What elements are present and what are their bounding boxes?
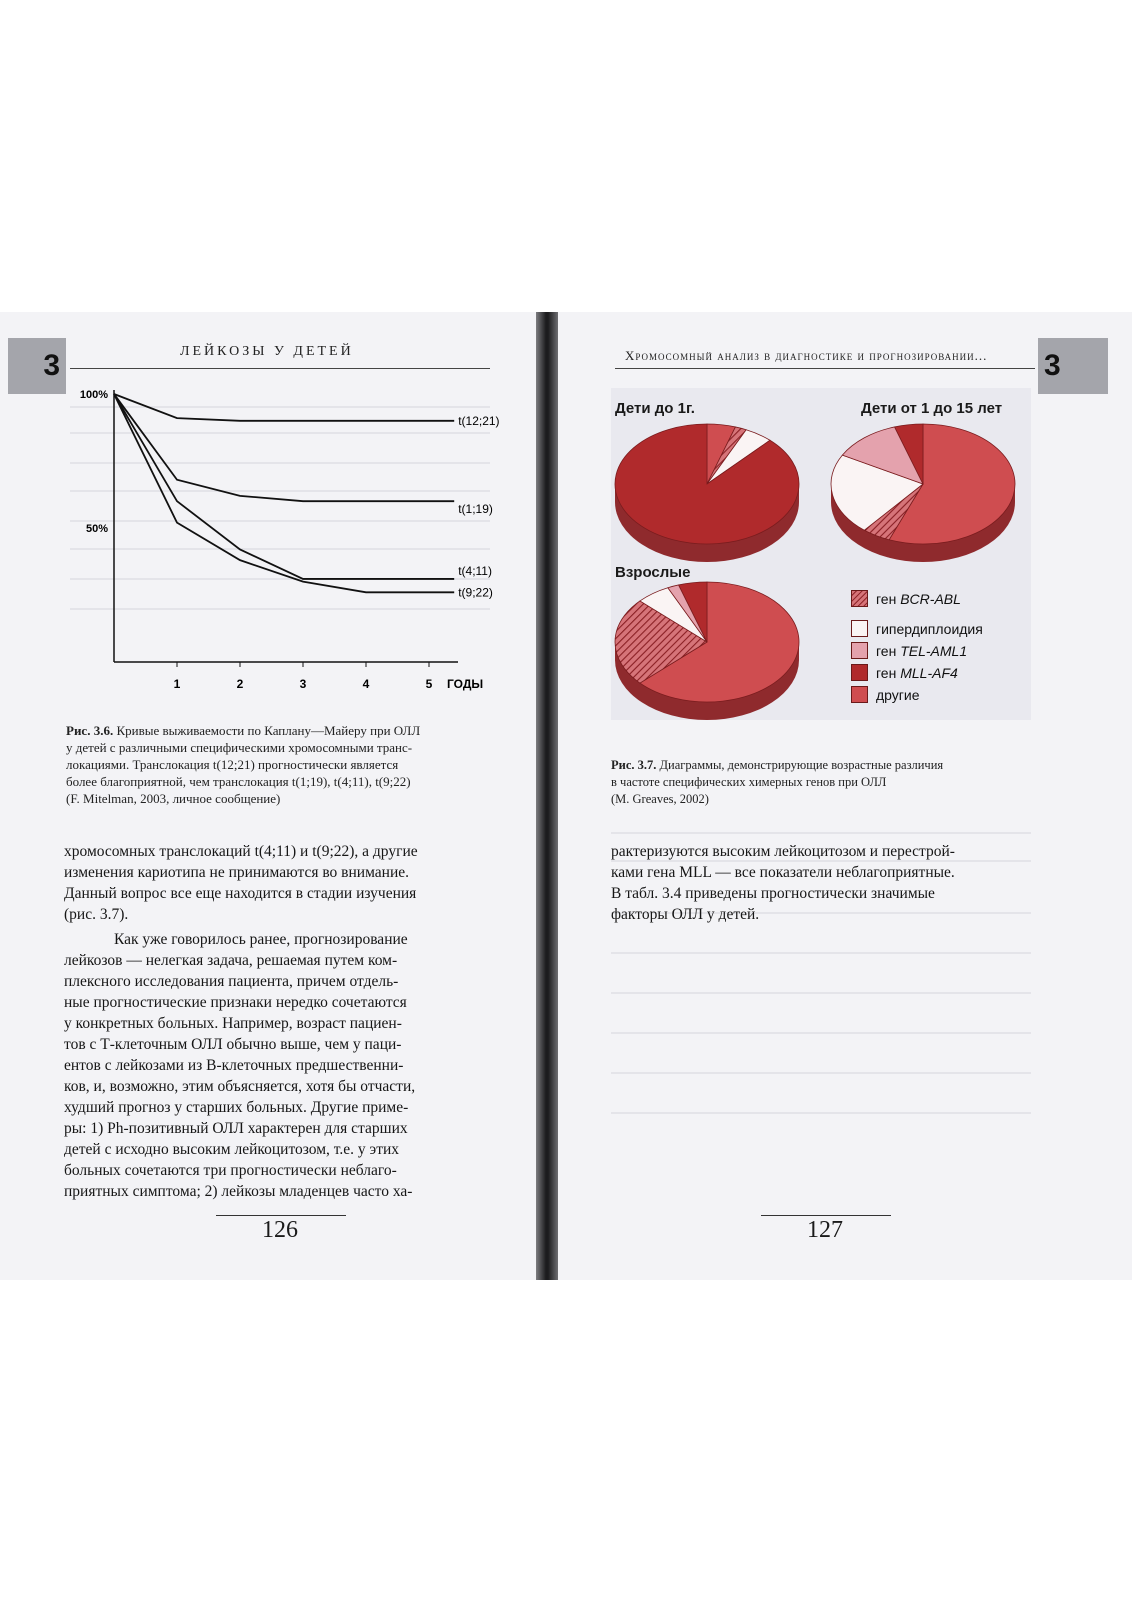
- legend-label: гипердиплоидия: [876, 620, 983, 637]
- book-spine: [536, 312, 558, 1280]
- text-line: факторы ОЛЛ у детей.: [611, 906, 760, 923]
- legend-swatch-hatched: [851, 590, 868, 607]
- survival-curve: [114, 394, 454, 592]
- chapter-tab: [1038, 338, 1108, 394]
- legend-label: BCR-ABL: [900, 590, 961, 607]
- text-line: худший прогноз у старших больных. Другие приме-: [64, 1099, 409, 1116]
- running-head: ЛЕЙКОЗЫ У ДЕТЕЙ: [180, 344, 354, 359]
- pie-figure-panel: [611, 388, 1031, 720]
- text-line: лейкозов — нелегкая задача, решаемая путем ком-: [64, 952, 398, 969]
- survival-curve: [114, 394, 454, 501]
- text-line: детей с исходно высоким лейкоцитозом, т.е. у этих: [64, 1141, 400, 1158]
- survival-curve: [114, 394, 454, 421]
- curve-label: t(1;19): [458, 502, 493, 517]
- page-number: 127: [807, 1217, 843, 1243]
- caption-line: Диаграммы, демонстрирующие возрастные различия: [659, 758, 944, 772]
- caption-line: локациями. Транслокация t(12;21) прогностически является: [66, 757, 399, 772]
- text-line: изменения кариотипа не принимаются во внимание.: [64, 864, 409, 881]
- pie-slice: [615, 424, 799, 544]
- book-spread: [0, 312, 1132, 1280]
- y-tick-label: 50%: [85, 523, 108, 535]
- curve-label: t(9;22): [458, 585, 493, 600]
- text-line: (рис. 3.7).: [64, 906, 129, 923]
- text-line: ентов с лейкозами из В-клеточных предшественни-: [64, 1057, 404, 1074]
- x-tick-label: 4: [362, 677, 370, 691]
- curve-label: t(4;11): [458, 563, 492, 578]
- curve-label: t(12;21): [458, 413, 500, 428]
- pie-chart: [615, 582, 799, 720]
- running-head-rule: [70, 368, 490, 369]
- legend-item-mll-af4: [851, 664, 958, 681]
- running-head: Хромосомный анализ в диагностике и прогнозировании...: [625, 348, 988, 363]
- caption-line: Кривые выживаемости по Каплану—Майеру при ОЛЛ: [116, 723, 421, 738]
- caption-line: более благоприятной, чем транслокация t(1;19), t(4;11), t(9;22): [66, 774, 411, 789]
- caption-label: Рис. 3.6.: [66, 723, 114, 738]
- legend-swatch: [851, 664, 868, 681]
- text-line: у конкретных больных. Например, возраст пациен-: [64, 1015, 402, 1032]
- pie-chart: [615, 424, 799, 562]
- text-line: Как уже говорилось ранее, прогнозирование: [114, 931, 408, 948]
- x-axis-unit-label: ГОДЫ: [447, 677, 484, 691]
- paragraph: [611, 841, 1039, 925]
- legend-item-other: [851, 686, 920, 703]
- caption-line: (F. Mitelman, 2003, личное сообщение): [66, 791, 281, 806]
- pie-title-adults: Взрослые: [615, 564, 691, 581]
- running-head-rule: [615, 368, 1035, 369]
- text-line: рактеризуются высоким лейкоцитозом и перестрой-: [611, 843, 955, 860]
- body-text: [64, 841, 491, 1202]
- legend-item-tel-aml1: [851, 642, 967, 659]
- text-line: плексного исследования пациента, причем отдель-: [64, 973, 399, 990]
- folio-rule: [216, 1215, 346, 1216]
- paragraph: [64, 841, 491, 925]
- paragraph: [64, 929, 491, 1202]
- chapter-number: 3: [1044, 349, 1061, 382]
- legend-item-hyperdiploidy: [851, 620, 983, 637]
- pie-title-infants: Дети до 1г.: [615, 400, 695, 417]
- caption-line: у детей с различными специфическими хромосомными транс-: [66, 740, 413, 755]
- text-line: тов с Т-клеточным ОЛЛ обычно выше, чем у паци-: [64, 1036, 402, 1053]
- page-number: 126: [262, 1217, 298, 1243]
- caption-label: Рис. 3.7.: [611, 758, 657, 772]
- legend-swatch: [851, 620, 868, 637]
- right-page: [553, 312, 1132, 1280]
- figure-caption: [66, 722, 506, 807]
- x-tick-label: 5: [425, 677, 433, 691]
- text-line: ков, и, возможно, этим объясняется, хотя бы отчасти,: [64, 1078, 416, 1095]
- pie-chart: [831, 424, 1015, 562]
- legend-prefix: ген: [876, 664, 901, 681]
- caption-line: (M. Greaves, 2002): [611, 792, 709, 806]
- legend-label: другие: [876, 686, 920, 703]
- x-tick-label: 3: [299, 677, 307, 691]
- text-line: Данный вопрос все еще находится в стадии изучения: [64, 885, 417, 902]
- legend-swatch: [851, 686, 868, 703]
- chapter-tab: [8, 338, 66, 394]
- caption-line: в частоте специфических химерных генов при ОЛЛ: [611, 775, 887, 789]
- text-line: приятных симптома; 2) лейкозы младенцев часто ха-: [64, 1183, 413, 1200]
- survival-curve: [114, 394, 454, 579]
- pie-charts: [611, 388, 1031, 720]
- body-text: [611, 841, 1039, 925]
- left-page: [0, 312, 541, 1280]
- text-line: ками гена MLL — все показатели неблагоприятные.: [611, 864, 955, 881]
- y-tick-label: 100%: [79, 389, 108, 401]
- x-tick-label: 2: [236, 677, 244, 691]
- legend-prefix: ген: [876, 642, 901, 659]
- text-line: ные прогностические признаки нередко сочетаются: [64, 994, 407, 1011]
- text-line: В табл. 3.4 приведены прогностически значимые: [611, 885, 935, 902]
- legend-item-bcr-abl: [851, 590, 961, 607]
- kaplan-meier-chart: [70, 384, 500, 704]
- x-tick-label: 1: [173, 677, 181, 691]
- figure-caption: [611, 757, 1051, 808]
- text-line: больных сочетаются три прогностически неблаго-: [64, 1162, 397, 1179]
- legend-swatch: [851, 642, 868, 659]
- legend-label: TEL-AML1: [900, 642, 968, 659]
- legend-label: MLL-AF4: [900, 664, 958, 681]
- text-line: хромосомных транслокаций t(4;11) и t(9;22), а другие: [64, 843, 418, 860]
- folio-rule: [761, 1215, 891, 1216]
- chapter-number: 3: [43, 349, 60, 382]
- legend-prefix: ген: [876, 590, 901, 607]
- pie-title-children: Дети от 1 до 15 лет: [861, 400, 1003, 417]
- text-line: ры: 1) Ph-позитивный ОЛЛ характерен для старших: [64, 1120, 408, 1137]
